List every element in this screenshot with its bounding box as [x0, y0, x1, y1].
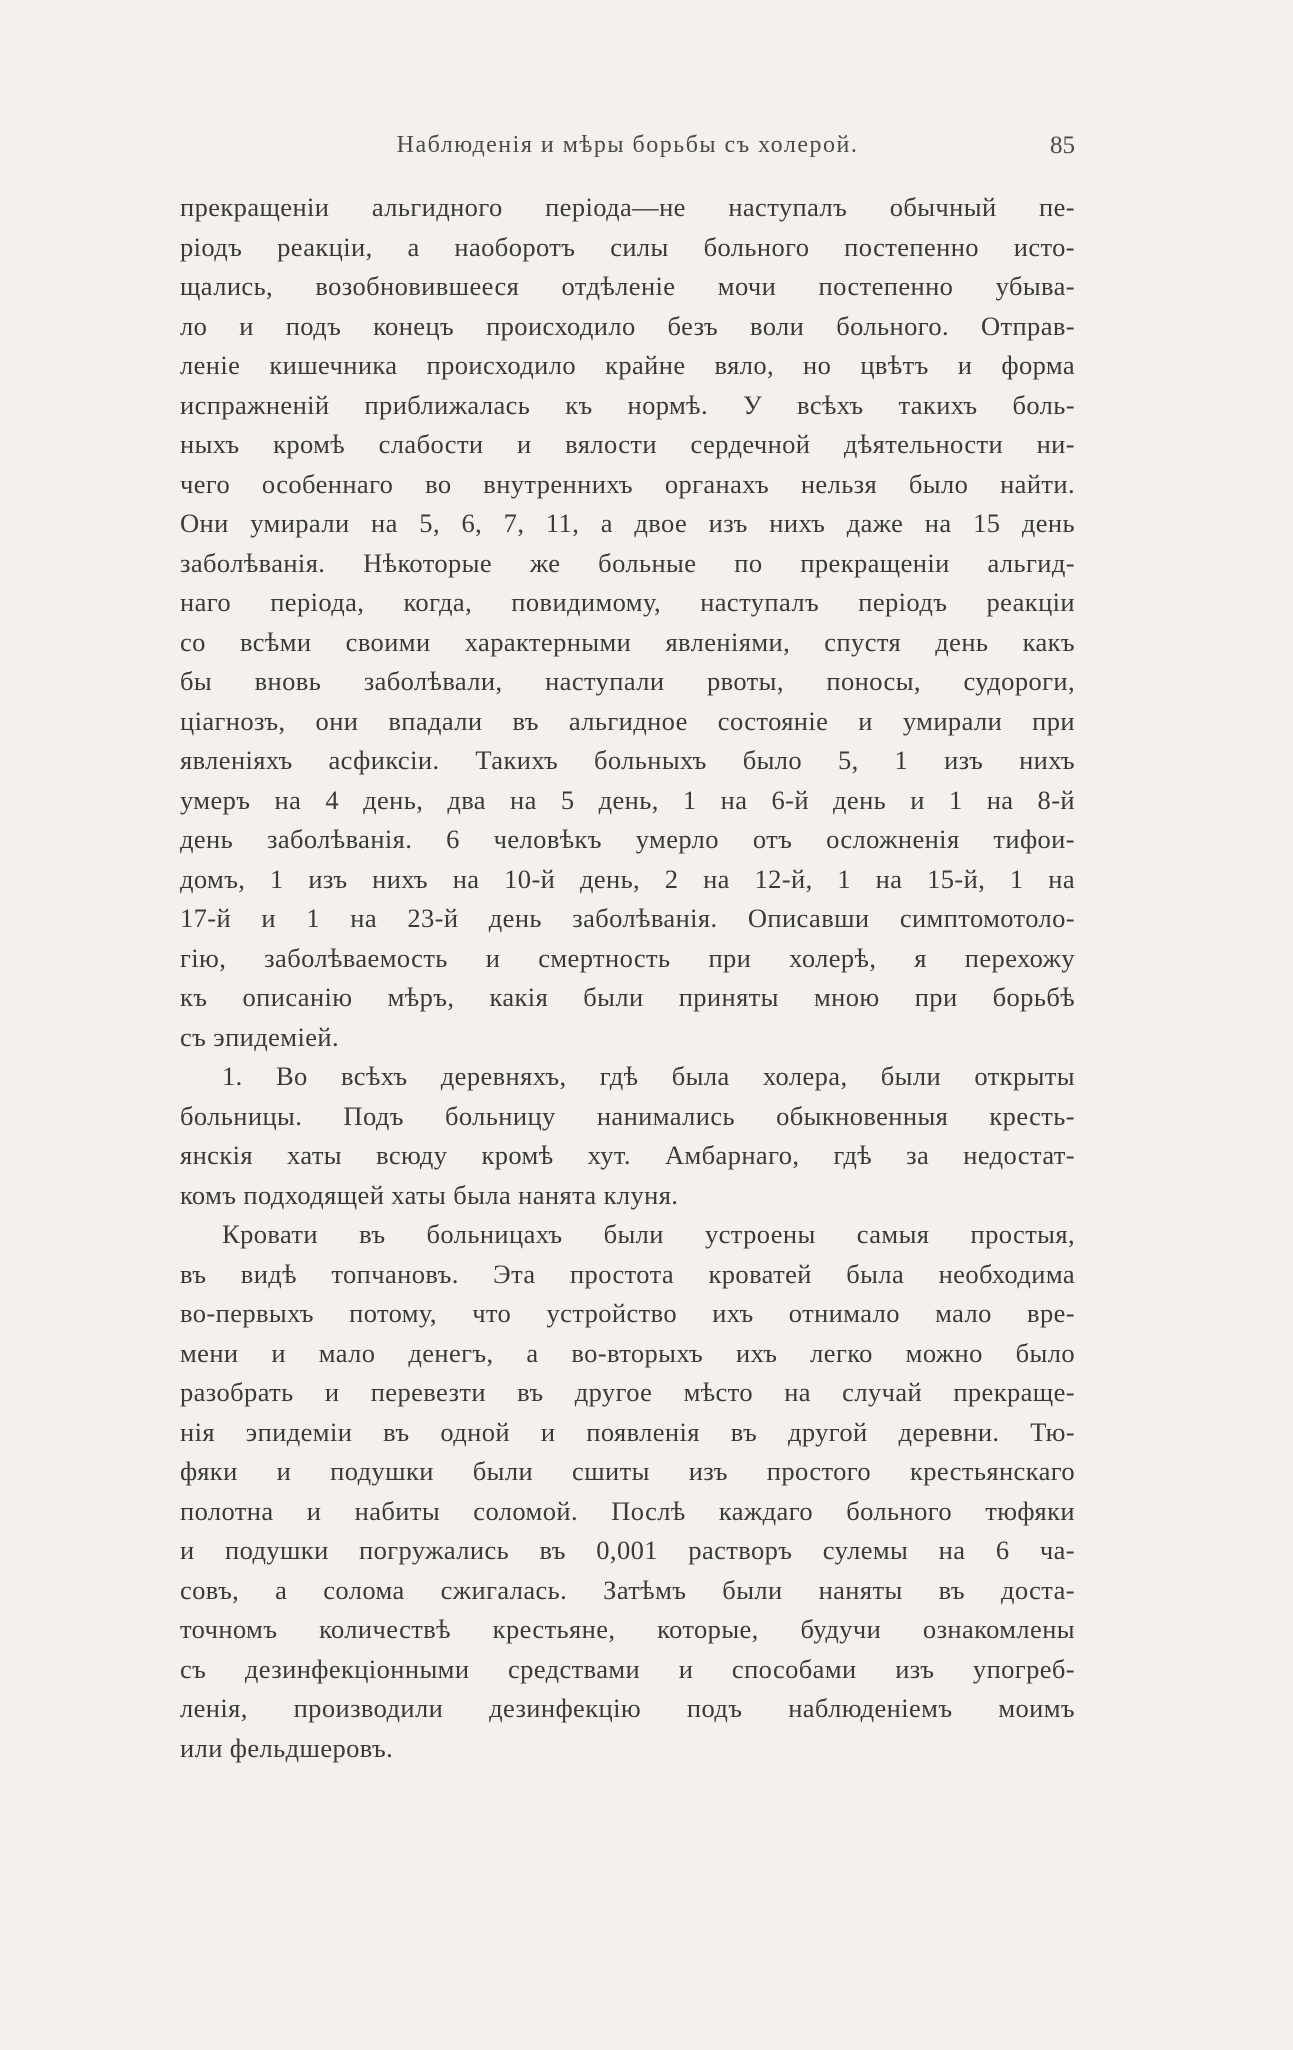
text-line: ныхъ кромѣ слабости и вялости сердечной дѣятельности ни- [180, 429, 1075, 459]
text-line: комъ подходящей хаты была нанята клуня. [180, 1179, 679, 1210]
text-line: щались, возобновившееся отдѣленіе мочи постепенно убыва- [180, 271, 1075, 301]
text-line: леніе кишечника происходило крайне вяло, но цвѣтъ и форма [180, 350, 1075, 380]
text-line: и подушки погружались въ 0,001 растворъ сулемы на 6 ча- [180, 1535, 1075, 1565]
text-line: домъ, 1 изъ нихъ на 10-й день, 2 на 12-й, 1 на 15-й, 1 на [180, 863, 1075, 894]
text-line: точномъ количествѣ крестьяне, которые, будучи ознакомлены [180, 1614, 1075, 1644]
text-line: полотна и набиты соломой. Послѣ каждаго больного тюфяки [180, 1495, 1075, 1526]
text-line: ленія, производили дезинфекцію подъ наблюденіемъ моимъ [180, 1693, 1075, 1723]
text-line: наго періода, когда, повидимому, наступалъ періодъ реакціи [180, 587, 1075, 617]
text-line: нія эпидеміи въ одной и появленія въ другой деревни. Тю- [180, 1416, 1075, 1447]
running-head [180, 132, 1075, 172]
text-line: бы вновь заболѣвали, наступали рвоты, поносы, судороги, [180, 666, 1075, 696]
text-line: съ эпидеміей. [180, 1021, 339, 1052]
text-line: къ описанію мѣръ, какія были приняты мною при борьбѣ [180, 982, 1075, 1012]
text-line: чего особеннаго во внутреннихъ органахъ нельзя было найти. [180, 468, 1075, 499]
text-line: гію, заболѣваемость и смертность при холерѣ, я перехожу [180, 942, 1075, 973]
text-line: въ видѣ топчановъ. Эта простота кроватей была необходима [180, 1258, 1075, 1289]
text-line: 1. Во всѣхъ деревняхъ, гдѣ была холера, были открыты [222, 1061, 1075, 1091]
text-line: со всѣми своими характерными явленіями, спустя день какъ [180, 626, 1075, 657]
text-line: Кровати въ больницахъ были устроены самыя простыя, [222, 1219, 1075, 1249]
text-line: или фельдшеровъ. [180, 1732, 394, 1763]
page-number: 85 [1050, 132, 1075, 159]
text-line: прекращеніи альгидного періода—не наступалъ обычный пе- [180, 192, 1075, 222]
text-line: день заболѣванія. 6 человѣкъ умерло отъ осложненія тифои- [180, 824, 1075, 854]
text-line: явленіяхъ асфиксіи. Такихъ больныхъ было 5, 1 изъ нихъ [180, 745, 1075, 775]
text-line: заболѣванія. Нѣкоторые же больные по прекращеніи альгид- [180, 547, 1075, 578]
text-line: 17-й и 1 на 23-й день заболѣванія. Описавши симптомотоло- [180, 903, 1075, 933]
text-line: ріодъ реакціи, а наоборотъ силы больного постепенно исто- [180, 231, 1075, 262]
paragraph [180, 1215, 1075, 1768]
text-line: разобрать и перевезти въ другое мѣсто на случай прекраще- [180, 1377, 1075, 1407]
text-line: съ дезинфекціонными средствами и способами изъ упогреб- [180, 1653, 1075, 1684]
text-line: больницы. Подъ больницу нанимались обыкновенныя кресть- [180, 1100, 1075, 1131]
running-title: Наблюденія и мѣры борьбы съ холерой. [396, 132, 859, 158]
text-line: во-первыхъ потому, что устройство ихъ отнимало мало вре- [180, 1298, 1075, 1328]
text-line: ло и подъ конецъ происходило безъ воли больного. Отправ- [180, 310, 1075, 341]
paragraph [180, 188, 1075, 1057]
text-line: умеръ на 4 день, два на 5 день, 1 на 6-й день и 1 на 8-й [180, 784, 1075, 815]
text-line: Они умирали на 5, 6, 7, 11, а двое изъ нихъ даже на 15 день [180, 508, 1075, 538]
text-line: янскія хаты всюду кромѣ хут. Амбарнаго, гдѣ за недостат- [180, 1140, 1075, 1170]
text-line: испражненій приближалась къ нормѣ. У всѣхъ такихъ боль- [180, 389, 1075, 420]
paragraph [180, 1057, 1075, 1215]
text-line: ціагнозъ, они впадали въ альгидное состояніе и умирали при [180, 705, 1075, 736]
body-text [180, 188, 1075, 1768]
text-line: фяки и подушки были сшиты изъ простого крестьянскаго [180, 1456, 1075, 1486]
text-line: мени и мало денегъ, а во-вторыхъ ихъ легко можно было [180, 1337, 1075, 1368]
text-line: совъ, а солома сжигалась. Затѣмъ были наняты въ доста- [180, 1574, 1075, 1605]
